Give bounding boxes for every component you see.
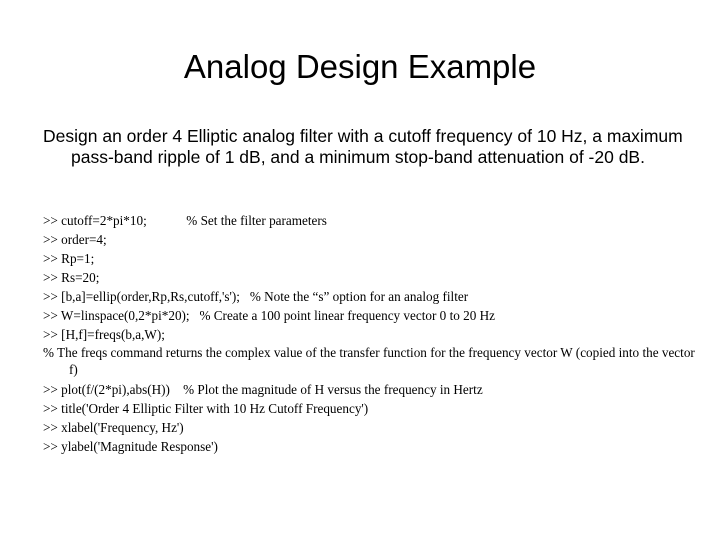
code-line-freqs: >> [H,f]=freqs(b,a,W); xyxy=(43,327,165,342)
slide-title: Analog Design Example xyxy=(183,48,537,85)
code-line-title: >> title('Order 4 Elliptic Filter with 10 Hz Cutoff Frequency') xyxy=(43,401,369,416)
code-line-ylabel: >> ylabel('Magnitude Response') xyxy=(43,439,218,454)
code-line-rp: >> Rp=1; xyxy=(43,251,95,266)
code-line-ellip: >> [b,a]=ellip(order,Rp,Rs,cutoff,'s'); % Note the “s” option for an analog filter xyxy=(43,289,469,304)
code-line-order: >> order=4; xyxy=(43,232,107,247)
code-line-cutoff: >> cutoff=2*pi*10; % Set the filter parameters xyxy=(43,213,327,228)
code-line-plot: >> plot(f/(2*pi),abs(H)) % Plot the magnitude of H versus the frequency in Hertz xyxy=(43,382,483,397)
code-line-rs: >> Rs=20; xyxy=(43,270,100,285)
code-line-linspace: >> W=linspace(0,2*pi*20); % Create a 100 point linear frequency vector 0 to 20 Hz xyxy=(43,308,495,323)
code-comment-freqs: % The freqs command returns the complex value of the transfer function for the frequency vector W (copied into the vector f) xyxy=(43,345,695,377)
code-block xyxy=(43,211,703,456)
code-line-xlabel: >> xlabel('Frequency, Hz') xyxy=(43,420,184,435)
intro-text: Design an order 4 Elliptic analog filter with a cutoff frequency of 10 Hz, a maximum pass-band ripple of 1 dB, and a minimum stop-band attenuation of -20 dB. xyxy=(43,126,683,167)
